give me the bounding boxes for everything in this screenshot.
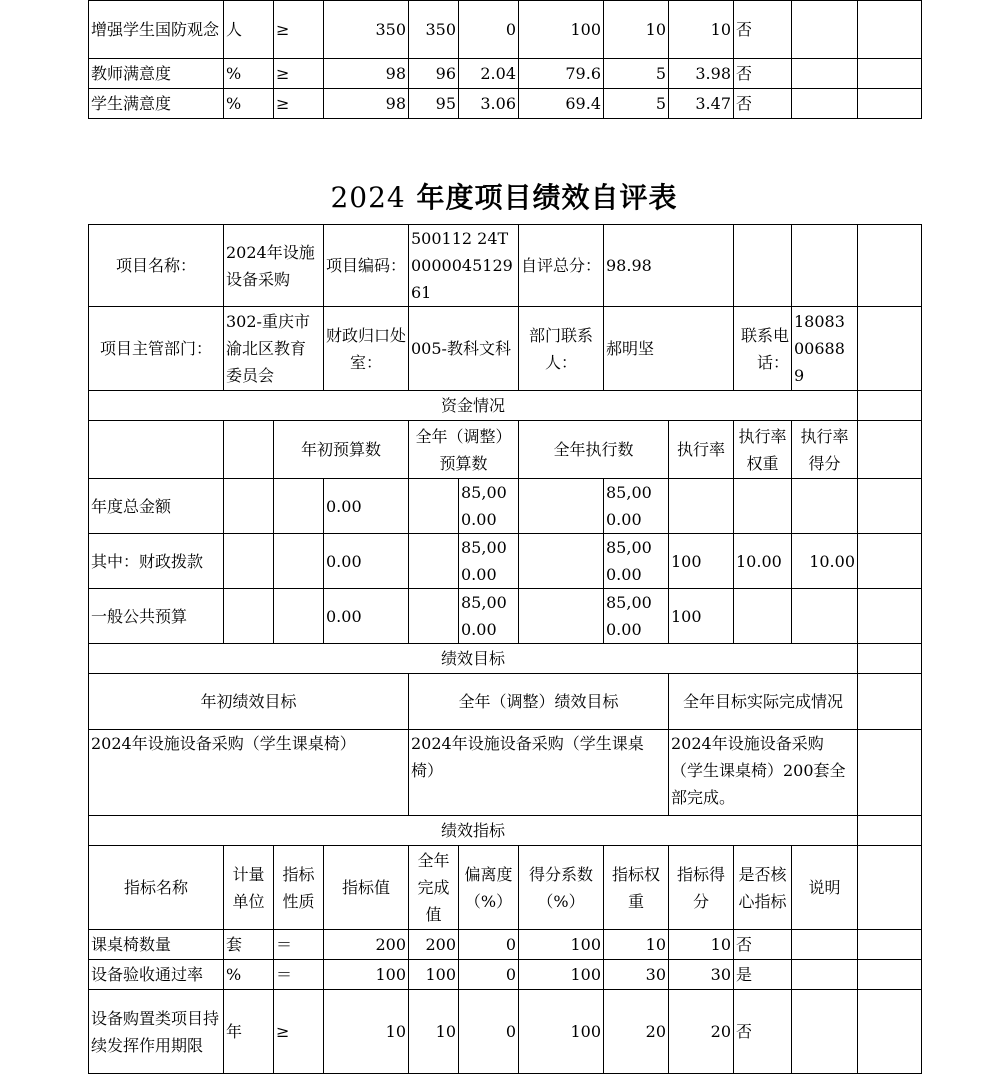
info-row bbox=[89, 225, 922, 307]
funds-row bbox=[89, 479, 922, 534]
goals-row bbox=[89, 730, 922, 816]
indicator-coef: 100 bbox=[519, 1, 604, 59]
funds-label: 一般公共预算 bbox=[89, 589, 224, 644]
indicator-target: 100 bbox=[324, 960, 409, 990]
indicator-target: 98 bbox=[324, 59, 409, 89]
indicator-unit: % bbox=[224, 960, 274, 990]
indicator-weight: 10 bbox=[604, 1, 669, 59]
funds-executed: 85,000.00 bbox=[604, 589, 669, 644]
header-initial-budget: 年初预算数 bbox=[274, 421, 409, 479]
indicator-extra bbox=[858, 1, 922, 59]
indicator-unit: % bbox=[224, 59, 274, 89]
indicator-score: 10 bbox=[669, 1, 734, 59]
contact: 郝明坚 bbox=[604, 307, 734, 391]
section-row bbox=[89, 644, 922, 674]
funds-score bbox=[792, 589, 858, 644]
self-score-label: 自评总分： bbox=[519, 225, 604, 307]
indicator-unit: 人 bbox=[224, 1, 274, 59]
evaluation-table bbox=[88, 224, 922, 1074]
header-note: 说明 bbox=[792, 846, 858, 930]
project-name: 2024年设施设备采购 bbox=[224, 225, 324, 307]
indicator-note bbox=[792, 89, 858, 119]
indicator-deviation: 0 bbox=[459, 1, 519, 59]
page-title bbox=[0, 176, 1000, 216]
funds-weight bbox=[734, 589, 792, 644]
header-coef: 得分系数（%） bbox=[519, 846, 604, 930]
phone-label: 联系电话： bbox=[734, 307, 792, 391]
indicator-extra bbox=[858, 59, 922, 89]
header-nature: 指标性质 bbox=[274, 846, 324, 930]
indicator-score: 3.98 bbox=[669, 59, 734, 89]
funds-section-title: 资金情况 bbox=[89, 391, 858, 421]
table-row bbox=[89, 960, 922, 990]
header-rate-weight: 执行率权重 bbox=[734, 421, 792, 479]
funds-score bbox=[792, 479, 858, 534]
indicator-actual: 100 bbox=[409, 960, 459, 990]
indicator-core: 否 bbox=[734, 1, 792, 59]
indicator-name: 设备验收通过率 bbox=[89, 960, 224, 990]
header-actual: 全年完成值 bbox=[409, 846, 459, 930]
indicator-coef: 69.4 bbox=[519, 89, 604, 119]
indicator-weight: 10 bbox=[604, 930, 669, 960]
project-name-label: 项目名称： bbox=[89, 225, 224, 307]
indicator-op: ＝ bbox=[274, 930, 324, 960]
indicators-section-title: 绩效指标 bbox=[89, 816, 858, 846]
table-row bbox=[89, 59, 922, 89]
funds-row bbox=[89, 589, 922, 644]
section-row bbox=[89, 816, 922, 846]
dept: 302-重庆市渝北区教育委员会 bbox=[224, 307, 324, 391]
indicator-core: 否 bbox=[734, 990, 792, 1074]
funds-header-row bbox=[89, 421, 922, 479]
indicator-actual: 95 bbox=[409, 89, 459, 119]
indicator-name: 设备购置类项目持续发挥作用期限 bbox=[89, 990, 224, 1074]
indicator-name: 教师满意度 bbox=[89, 59, 224, 89]
funds-executed: 85,000.00 bbox=[604, 534, 669, 589]
header-initial-goal: 年初绩效目标 bbox=[89, 674, 409, 730]
indicator-core: 否 bbox=[734, 59, 792, 89]
header-unit: 计量单位 bbox=[224, 846, 274, 930]
title-text: 年度项目绩效自评表 bbox=[416, 181, 678, 214]
section-row bbox=[89, 391, 922, 421]
indicator-score: 20 bbox=[669, 990, 734, 1074]
funds-rate bbox=[669, 479, 734, 534]
indicator-core: 是 bbox=[734, 960, 792, 990]
indicator-coef: 100 bbox=[519, 990, 604, 1074]
funds-adjusted: 85,000.00 bbox=[459, 589, 519, 644]
contact-label: 部门联系人： bbox=[519, 307, 604, 391]
funds-rate: 100 bbox=[669, 534, 734, 589]
indicator-deviation: 0 bbox=[459, 930, 519, 960]
indicator-target: 98 bbox=[324, 89, 409, 119]
office: 005-教科文科 bbox=[409, 307, 519, 391]
goals-header-row bbox=[89, 674, 922, 730]
indicator-score: 10 bbox=[669, 930, 734, 960]
indicator-note bbox=[792, 59, 858, 89]
header-actual-goal: 全年目标实际完成情况 bbox=[669, 674, 858, 730]
indicator-deviation: 0 bbox=[459, 990, 519, 1074]
indicator-op: ＝ bbox=[274, 960, 324, 990]
indicator-actual: 10 bbox=[409, 990, 459, 1074]
indicator-name: 学生满意度 bbox=[89, 89, 224, 119]
top-indicator-table bbox=[88, 0, 922, 119]
table-row bbox=[89, 930, 922, 960]
indicator-op: ≥ bbox=[274, 990, 324, 1074]
indicator-score: 30 bbox=[669, 960, 734, 990]
funds-weight: 10.00 bbox=[734, 534, 792, 589]
indicator-unit: 年 bbox=[224, 990, 274, 1074]
funds-executed: 85,000.00 bbox=[604, 479, 669, 534]
indicator-unit: % bbox=[224, 89, 274, 119]
indicator-deviation: 0 bbox=[459, 960, 519, 990]
header-exec-rate: 执行率 bbox=[669, 421, 734, 479]
funds-weight bbox=[734, 479, 792, 534]
indicator-op: ≥ bbox=[274, 1, 324, 59]
indicator-target: 200 bbox=[324, 930, 409, 960]
indicator-deviation: 2.04 bbox=[459, 59, 519, 89]
indicator-deviation: 3.06 bbox=[459, 89, 519, 119]
funds-rate: 100 bbox=[669, 589, 734, 644]
funds-adjusted: 85,000.00 bbox=[459, 479, 519, 534]
header-adjusted-goal: 全年（调整）绩效目标 bbox=[409, 674, 669, 730]
table-row bbox=[89, 990, 922, 1074]
info-row bbox=[89, 307, 922, 391]
header-score: 指标得分 bbox=[669, 846, 734, 930]
header-adjusted-budget: 全年（调整）预算数 bbox=[409, 421, 519, 479]
indicator-target: 10 bbox=[324, 990, 409, 1074]
indicator-core: 否 bbox=[734, 89, 792, 119]
header-executed: 全年执行数 bbox=[519, 421, 669, 479]
header-core: 是否核心指标 bbox=[734, 846, 792, 930]
header-weight: 指标权重 bbox=[604, 846, 669, 930]
indicator-weight: 5 bbox=[604, 59, 669, 89]
project-code: 500112 24T000004512961 bbox=[409, 225, 519, 307]
indicator-weight: 5 bbox=[604, 89, 669, 119]
indicator-op: ≥ bbox=[274, 89, 324, 119]
actual-goal: 2024年设施设备采购（学生课桌椅）200套全部完成。 bbox=[669, 730, 858, 816]
dept-label: 项目主管部门： bbox=[89, 307, 224, 391]
indicator-weight: 30 bbox=[604, 960, 669, 990]
funds-initial: 0.00 bbox=[324, 534, 409, 589]
table-row bbox=[89, 89, 922, 119]
adjusted-goal: 2024年设施设备采购（学生课桌椅） bbox=[409, 730, 669, 816]
indicator-note bbox=[792, 1, 858, 59]
indicator-actual: 96 bbox=[409, 59, 459, 89]
indicator-target: 350 bbox=[324, 1, 409, 59]
indicator-coef: 100 bbox=[519, 960, 604, 990]
funds-row bbox=[89, 534, 922, 589]
funds-initial: 0.00 bbox=[324, 589, 409, 644]
indicator-coef: 79.6 bbox=[519, 59, 604, 89]
office-label: 财政归口处室： bbox=[324, 307, 409, 391]
funds-label: 其中：财政拨款 bbox=[89, 534, 224, 589]
title-year: 2024 bbox=[330, 181, 406, 214]
funds-initial: 0.00 bbox=[324, 479, 409, 534]
indicator-actual: 350 bbox=[409, 1, 459, 59]
initial-goal: 2024年设施设备采购（学生课桌椅） bbox=[89, 730, 409, 816]
funds-adjusted: 85,000.00 bbox=[459, 534, 519, 589]
header-rate-score: 执行率得分 bbox=[792, 421, 858, 479]
phone: 18083006889 bbox=[792, 307, 858, 391]
indicator-op: ≥ bbox=[274, 59, 324, 89]
table-row bbox=[89, 1, 922, 59]
indicator-name: 增强学生国防观念 bbox=[89, 1, 224, 59]
indicator-unit: 套 bbox=[224, 930, 274, 960]
indicator-actual: 200 bbox=[409, 930, 459, 960]
indicator-weight: 20 bbox=[604, 990, 669, 1074]
funds-label: 年度总金额 bbox=[89, 479, 224, 534]
header-target: 指标值 bbox=[324, 846, 409, 930]
goals-section-title: 绩效目标 bbox=[89, 644, 858, 674]
header-name: 指标名称 bbox=[89, 846, 224, 930]
header-deviation: 偏离度（%） bbox=[459, 846, 519, 930]
indicator-core: 否 bbox=[734, 930, 792, 960]
indicator-coef: 100 bbox=[519, 930, 604, 960]
funds-score: 10.00 bbox=[792, 534, 858, 589]
indicator-score: 3.47 bbox=[669, 89, 734, 119]
self-score: 98.98 bbox=[604, 225, 734, 307]
project-code-label: 项目编码： bbox=[324, 225, 409, 307]
indicators-header-row bbox=[89, 846, 922, 930]
indicator-name: 课桌椅数量 bbox=[89, 930, 224, 960]
indicator-extra bbox=[858, 89, 922, 119]
